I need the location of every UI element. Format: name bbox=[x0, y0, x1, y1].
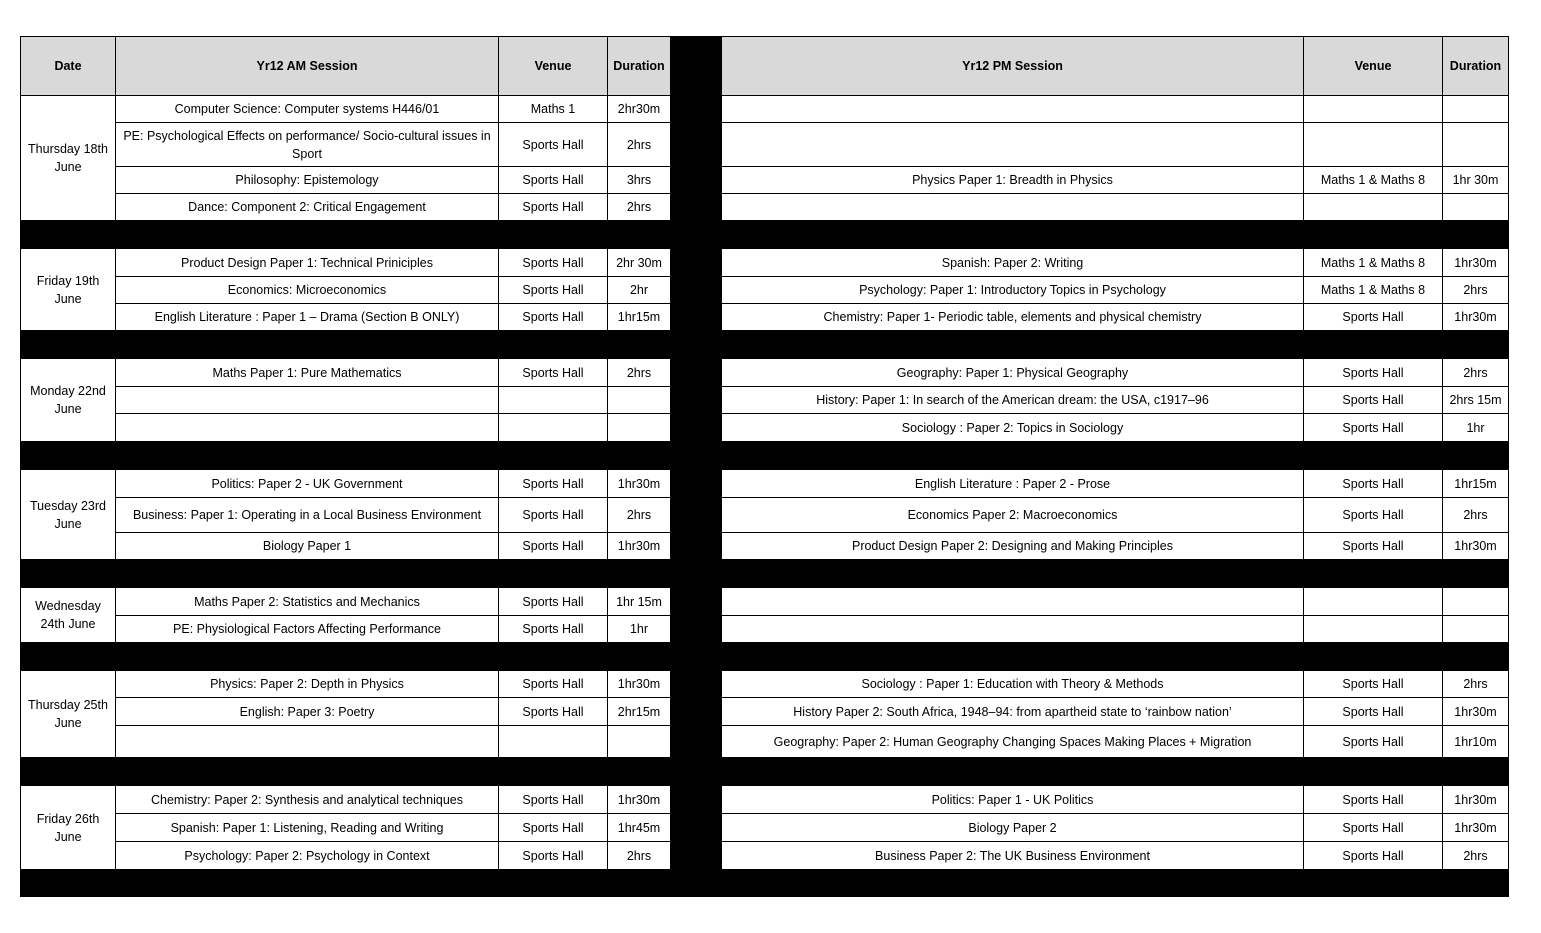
date-cell: Thursday 18th June bbox=[21, 96, 116, 221]
day-separator bbox=[21, 560, 1509, 588]
am-venue-cell: Sports Hall bbox=[499, 842, 608, 870]
am-venue-cell: Sports Hall bbox=[499, 304, 608, 331]
am-duration-cell: 1hr15m bbox=[608, 304, 671, 331]
table-row bbox=[21, 470, 1509, 498]
date-cell: Monday 22nd June bbox=[21, 359, 116, 442]
pm-venue-cell: Sports Hall bbox=[1304, 359, 1443, 387]
pm-session-cell: Politics: Paper 1 - UK Politics bbox=[722, 786, 1304, 814]
pm-duration-cell: 1hr30m bbox=[1443, 249, 1509, 277]
header-row bbox=[21, 37, 1509, 96]
pm-venue-cell: Sports Hall bbox=[1304, 533, 1443, 560]
date-cell: Thursday 25th June bbox=[21, 671, 116, 758]
pm-duration-cell: 2hrs 15m bbox=[1443, 387, 1509, 414]
pm-session-cell: Geography: Paper 1: Physical Geography bbox=[722, 359, 1304, 387]
table-row bbox=[21, 698, 1509, 726]
exam-timetable bbox=[20, 36, 1509, 897]
am-venue-cell: Sports Hall bbox=[499, 616, 608, 643]
table-row bbox=[21, 414, 1509, 442]
pm-session-cell bbox=[722, 123, 1304, 167]
am-session-cell: Business: Paper 1: Operating in a Local Business Environment bbox=[116, 498, 499, 533]
am-session-cell: Philosophy: Epistemology bbox=[116, 167, 499, 194]
day-separator-row bbox=[21, 221, 1509, 249]
am-session-cell: English Literature : Paper 1 – Drama (Section B ONLY) bbox=[116, 304, 499, 331]
pm-session-cell: Physics Paper 1: Breadth in Physics bbox=[722, 167, 1304, 194]
pm-duration-cell: 2hrs bbox=[1443, 498, 1509, 533]
table-row bbox=[21, 194, 1509, 221]
pm-venue-cell: Sports Hall bbox=[1304, 786, 1443, 814]
pm-duration-cell bbox=[1443, 96, 1509, 123]
table-row bbox=[21, 533, 1509, 560]
session-divider bbox=[671, 123, 722, 167]
table-row bbox=[21, 726, 1509, 758]
timetable-body bbox=[21, 96, 1509, 897]
am-venue-cell: Sports Hall bbox=[499, 698, 608, 726]
pm-venue-cell bbox=[1304, 194, 1443, 221]
day-separator bbox=[21, 758, 1509, 786]
pm-duration-cell: 1hr 30m bbox=[1443, 167, 1509, 194]
am-duration-cell: 1hr bbox=[608, 616, 671, 643]
am-duration-cell: 2hr15m bbox=[608, 698, 671, 726]
pm-session-cell bbox=[722, 194, 1304, 221]
pm-venue-cell: Sports Hall bbox=[1304, 726, 1443, 758]
am-session-cell: Chemistry: Paper 2: Synthesis and analytical techniques bbox=[116, 786, 499, 814]
day-separator bbox=[21, 331, 1509, 359]
table-row bbox=[21, 387, 1509, 414]
session-divider bbox=[671, 726, 722, 758]
pm-venue-header: Venue bbox=[1304, 37, 1443, 96]
pm-venue-cell: Sports Hall bbox=[1304, 414, 1443, 442]
pm-duration-cell: 1hr15m bbox=[1443, 470, 1509, 498]
am-venue-cell: Maths 1 bbox=[499, 96, 608, 123]
session-divider bbox=[671, 414, 722, 442]
session-divider bbox=[671, 194, 722, 221]
am-session-cell: Dance: Component 2: Critical Engagement bbox=[116, 194, 499, 221]
date-header: Date bbox=[21, 37, 116, 96]
am-session-cell: Biology Paper 1 bbox=[116, 533, 499, 560]
pm-session-cell: Sociology : Paper 1: Education with Theory & Methods bbox=[722, 671, 1304, 698]
day-separator-row bbox=[21, 758, 1509, 786]
table-row bbox=[21, 359, 1509, 387]
table-row bbox=[21, 588, 1509, 616]
am-venue-cell: Sports Hall bbox=[499, 588, 608, 616]
pm-duration-cell bbox=[1443, 123, 1509, 167]
session-divider bbox=[671, 786, 722, 814]
table-row bbox=[21, 249, 1509, 277]
am-session-header: Yr12 AM Session bbox=[116, 37, 499, 96]
pm-venue-cell: Sports Hall bbox=[1304, 814, 1443, 842]
am-venue-cell bbox=[499, 414, 608, 442]
am-venue-cell: Sports Hall bbox=[499, 786, 608, 814]
am-venue-cell: Sports Hall bbox=[499, 277, 608, 304]
am-venue-cell: Sports Hall bbox=[499, 249, 608, 277]
pm-venue-cell: Maths 1 & Maths 8 bbox=[1304, 167, 1443, 194]
pm-venue-cell: Sports Hall bbox=[1304, 498, 1443, 533]
am-session-cell: Maths Paper 2: Statistics and Mechanics bbox=[116, 588, 499, 616]
pm-duration-cell: 1hr10m bbox=[1443, 726, 1509, 758]
session-divider bbox=[671, 588, 722, 616]
session-divider bbox=[671, 842, 722, 870]
pm-session-cell: Chemistry: Paper 1- Periodic table, elements and physical chemistry bbox=[722, 304, 1304, 331]
pm-session-cell: History: Paper 1: In search of the American dream: the USA, c1917–96 bbox=[722, 387, 1304, 414]
pm-session-header: Yr12 PM Session bbox=[722, 37, 1304, 96]
table-row bbox=[21, 842, 1509, 870]
am-duration-cell: 1hr 15m bbox=[608, 588, 671, 616]
am-session-cell: Physics: Paper 2: Depth in Physics bbox=[116, 671, 499, 698]
table-row bbox=[21, 277, 1509, 304]
pm-venue-cell: Sports Hall bbox=[1304, 671, 1443, 698]
session-divider bbox=[671, 698, 722, 726]
am-duration-cell: 1hr30m bbox=[608, 533, 671, 560]
am-duration-cell: 2hrs bbox=[608, 498, 671, 533]
am-duration-cell: 1hr30m bbox=[608, 470, 671, 498]
table-row bbox=[21, 167, 1509, 194]
pm-duration-cell: 1hr30m bbox=[1443, 814, 1509, 842]
session-divider bbox=[671, 96, 722, 123]
table-row bbox=[21, 304, 1509, 331]
date-cell: Friday 19th June bbox=[21, 249, 116, 331]
date-cell: Friday 26th June bbox=[21, 786, 116, 870]
am-venue-cell: Sports Hall bbox=[499, 533, 608, 560]
date-cell: Tuesday 23rd June bbox=[21, 470, 116, 560]
pm-session-cell bbox=[722, 588, 1304, 616]
session-divider bbox=[671, 387, 722, 414]
am-duration-cell bbox=[608, 387, 671, 414]
day-separator-row bbox=[21, 560, 1509, 588]
date-cell: Wednesday 24th June bbox=[21, 588, 116, 643]
pm-session-cell bbox=[722, 96, 1304, 123]
day-separator bbox=[21, 221, 1509, 249]
pm-venue-cell: Sports Hall bbox=[1304, 698, 1443, 726]
pm-session-cell: Psychology: Paper 1: Introductory Topics in Psychology bbox=[722, 277, 1304, 304]
am-venue-cell bbox=[499, 387, 608, 414]
am-venue-cell: Sports Hall bbox=[499, 359, 608, 387]
session-divider bbox=[671, 616, 722, 643]
table-row bbox=[21, 671, 1509, 698]
am-session-cell: Product Design Paper 1: Technical Priniciples bbox=[116, 249, 499, 277]
pm-session-cell: Spanish: Paper 2: Writing bbox=[722, 249, 1304, 277]
am-session-cell: Psychology: Paper 2: Psychology in Context bbox=[116, 842, 499, 870]
pm-venue-cell: Sports Hall bbox=[1304, 842, 1443, 870]
am-session-cell bbox=[116, 414, 499, 442]
pm-duration-cell: 2hrs bbox=[1443, 359, 1509, 387]
pm-venue-cell bbox=[1304, 616, 1443, 643]
pm-duration-cell: 1hr30m bbox=[1443, 698, 1509, 726]
am-duration-cell: 1hr30m bbox=[608, 671, 671, 698]
am-duration-cell bbox=[608, 726, 671, 758]
am-venue-cell: Sports Hall bbox=[499, 671, 608, 698]
table-row bbox=[21, 96, 1509, 123]
day-separator-row bbox=[21, 442, 1509, 470]
am-duration-cell: 2hrs bbox=[608, 123, 671, 167]
am-duration-header: Duration bbox=[608, 37, 671, 96]
am-venue-header: Venue bbox=[499, 37, 608, 96]
am-duration-cell: 2hr30m bbox=[608, 96, 671, 123]
pm-duration-cell: 2hrs bbox=[1443, 277, 1509, 304]
pm-venue-cell bbox=[1304, 123, 1443, 167]
pm-venue-cell: Sports Hall bbox=[1304, 387, 1443, 414]
day-separator bbox=[21, 442, 1509, 470]
pm-venue-cell: Maths 1 & Maths 8 bbox=[1304, 249, 1443, 277]
pm-session-cell bbox=[722, 616, 1304, 643]
pm-duration-cell bbox=[1443, 194, 1509, 221]
pm-session-cell: Business Paper 2: The UK Business Environment bbox=[722, 842, 1304, 870]
am-duration-cell: 1hr45m bbox=[608, 814, 671, 842]
pm-duration-cell: 2hrs bbox=[1443, 671, 1509, 698]
pm-session-cell: History Paper 2: South Africa, 1948–94: from apartheid state to ‘rainbow nation’ bbox=[722, 698, 1304, 726]
am-venue-cell: Sports Hall bbox=[499, 194, 608, 221]
pm-duration-cell bbox=[1443, 616, 1509, 643]
am-venue-cell: Sports Hall bbox=[499, 498, 608, 533]
am-duration-cell bbox=[608, 414, 671, 442]
table-row bbox=[21, 786, 1509, 814]
pm-venue-cell bbox=[1304, 96, 1443, 123]
session-divider bbox=[671, 304, 722, 331]
day-separator-row bbox=[21, 870, 1509, 897]
pm-session-cell: Geography: Paper 2: Human Geography Changing Spaces Making Places + Migration bbox=[722, 726, 1304, 758]
am-venue-cell: Sports Hall bbox=[499, 470, 608, 498]
session-divider bbox=[671, 167, 722, 194]
pm-venue-cell: Maths 1 & Maths 8 bbox=[1304, 277, 1443, 304]
am-venue-cell: Sports Hall bbox=[499, 167, 608, 194]
session-divider bbox=[671, 533, 722, 560]
session-divider bbox=[671, 498, 722, 533]
pm-venue-cell bbox=[1304, 588, 1443, 616]
am-duration-cell: 2hr bbox=[608, 277, 671, 304]
am-venue-cell: Sports Hall bbox=[499, 814, 608, 842]
session-divider bbox=[671, 277, 722, 304]
am-duration-cell: 2hrs bbox=[608, 194, 671, 221]
pm-venue-cell: Sports Hall bbox=[1304, 470, 1443, 498]
table-row bbox=[21, 616, 1509, 643]
am-session-cell: PE: Psychological Effects on performance/ Socio-cultural issues in Sport bbox=[116, 123, 499, 167]
am-venue-cell: Sports Hall bbox=[499, 123, 608, 167]
session-divider bbox=[671, 470, 722, 498]
am-session-cell bbox=[116, 726, 499, 758]
pm-duration-cell: 1hr30m bbox=[1443, 533, 1509, 560]
pm-session-cell: Biology Paper 2 bbox=[722, 814, 1304, 842]
am-duration-cell: 1hr30m bbox=[608, 786, 671, 814]
day-separator bbox=[21, 643, 1509, 671]
pm-duration-cell bbox=[1443, 588, 1509, 616]
session-divider bbox=[671, 359, 722, 387]
pm-session-cell: Economics Paper 2: Macroeconomics bbox=[722, 498, 1304, 533]
table-row bbox=[21, 123, 1509, 167]
session-divider bbox=[671, 249, 722, 277]
am-session-cell: Maths Paper 1: Pure Mathematics bbox=[116, 359, 499, 387]
am-session-cell: Economics: Microeconomics bbox=[116, 277, 499, 304]
pm-session-cell: Sociology : Paper 2: Topics in Sociology bbox=[722, 414, 1304, 442]
pm-session-cell: English Literature : Paper 2 - Prose bbox=[722, 470, 1304, 498]
session-divider bbox=[671, 814, 722, 842]
pm-venue-cell: Sports Hall bbox=[1304, 304, 1443, 331]
pm-duration-cell: 2hrs bbox=[1443, 842, 1509, 870]
pm-duration-header: Duration bbox=[1443, 37, 1509, 96]
session-divider bbox=[671, 671, 722, 698]
pm-session-cell: Product Design Paper 2: Designing and Making Principles bbox=[722, 533, 1304, 560]
am-session-cell bbox=[116, 387, 499, 414]
table-row bbox=[21, 498, 1509, 533]
am-session-cell: English: Paper 3: Poetry bbox=[116, 698, 499, 726]
am-venue-cell bbox=[499, 726, 608, 758]
session-divider bbox=[671, 37, 722, 96]
day-separator-row bbox=[21, 331, 1509, 359]
am-duration-cell: 2hrs bbox=[608, 359, 671, 387]
am-duration-cell: 2hr 30m bbox=[608, 249, 671, 277]
am-session-cell: Computer Science: Computer systems H446/01 bbox=[116, 96, 499, 123]
am-duration-cell: 2hrs bbox=[608, 842, 671, 870]
day-separator-row bbox=[21, 643, 1509, 671]
am-session-cell: Politics: Paper 2 - UK Government bbox=[116, 470, 499, 498]
day-separator bbox=[21, 870, 1509, 897]
pm-duration-cell: 1hr30m bbox=[1443, 786, 1509, 814]
pm-duration-cell: 1hr bbox=[1443, 414, 1509, 442]
pm-duration-cell: 1hr30m bbox=[1443, 304, 1509, 331]
am-session-cell: PE: Physiological Factors Affecting Performance bbox=[116, 616, 499, 643]
table-row bbox=[21, 814, 1509, 842]
am-session-cell: Spanish: Paper 1: Listening, Reading and Writing bbox=[116, 814, 499, 842]
am-duration-cell: 3hrs bbox=[608, 167, 671, 194]
